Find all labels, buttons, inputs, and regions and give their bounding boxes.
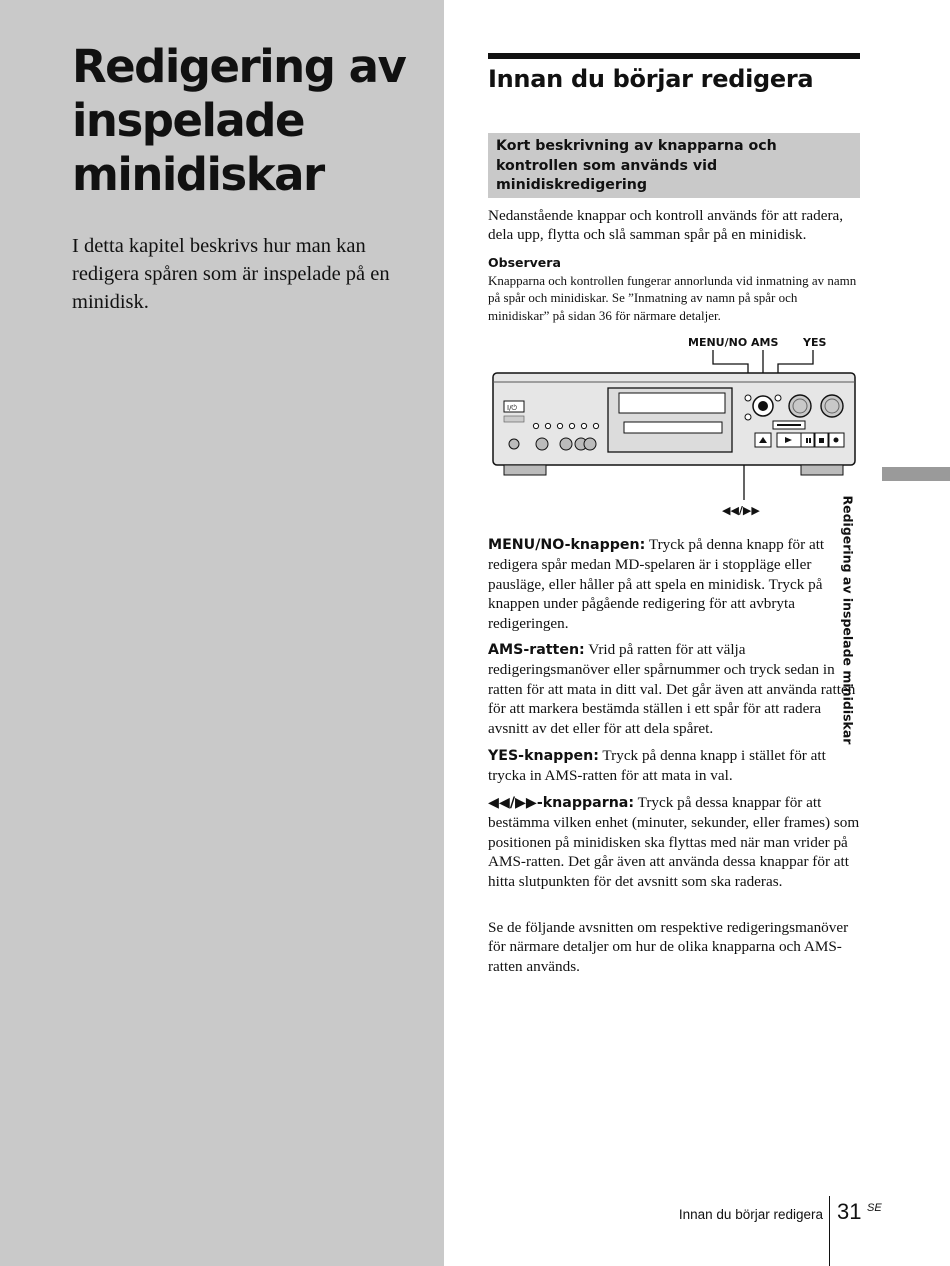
item-term: MENU/NO-knappen: xyxy=(488,537,646,553)
footer-rule xyxy=(829,1196,830,1266)
chapter-intro: I detta kapitel beskrivs hur man kan redigera spåren som är inspelade på en minidisk. xyxy=(72,235,390,313)
item-text: Tryck på dessa knappar för att bestämma vilken enhet (minuter, sekunder, eller frames) som positionen på minidisken ska flyttas med när man vrider på AMS-ratten. Det går även att använda dessa knappar för att hitta slutpunkten för det avsnitt som ska raderas. xyxy=(488,794,860,890)
item-text: Tryck på denna knapp för att redigera spår medan MD-spelaren är i stoppläge eller pausläge, eller håller på att spela en minidisk. Tryck på knappen under pågående redigering för att avbryta redigeringen. xyxy=(488,536,825,632)
section-title: Innan du börjar redigera xyxy=(488,65,814,93)
menu-no-button[interactable] xyxy=(745,395,751,401)
closing-paragraph: Se de följande avsnitten om respektive redigeringsmanöver för närmare detaljer om hur de olika knapparna och AMS-ratten används. xyxy=(488,919,849,975)
small-dot xyxy=(745,414,751,420)
note-label: Observera xyxy=(488,255,561,270)
item-text: Vrid på ratten för att välja redigeringsmanöver eller spårnummer och tryck sedan in ratten för att mata in ditt val. Det går även att använda ratten för att markera bestämda ställen i ett spår för att radera avsnitt av det eller för att dela spåret. xyxy=(488,641,856,737)
phones-jack xyxy=(509,439,519,449)
foot-right xyxy=(801,465,843,475)
item-term: YES-knappen: xyxy=(488,748,599,764)
page-suffix: SE xyxy=(867,1202,882,1214)
md-deck-illustration xyxy=(486,330,866,520)
yes-button[interactable] xyxy=(775,395,781,401)
chapter-title: Redigering av inspelade minidiskar xyxy=(72,40,406,201)
side-tab-marker xyxy=(882,467,950,481)
display-window xyxy=(619,393,725,413)
item-term: AMS-ratten: xyxy=(488,642,585,658)
foot-left xyxy=(504,465,546,475)
disc-slot xyxy=(624,422,722,433)
timer-knob[interactable] xyxy=(789,395,811,417)
rec-level-knob[interactable] xyxy=(821,395,843,417)
footer-section-title: Innan du börjar redigera xyxy=(678,1207,823,1222)
item-yes xyxy=(488,746,860,786)
lead-paragraph: Nedanstående knappar och kontroll används för att radera, dela upp, flytta och slå samman spår på en minidisk. xyxy=(488,207,844,244)
yes-label: YES xyxy=(803,336,827,349)
side-tab-label: Redigering av inspelade minidiskar xyxy=(840,495,856,745)
seek-label: ◀◀/▶▶ xyxy=(722,504,760,517)
power-label: I/⏻ xyxy=(507,404,517,412)
item-term: ◀◀/▶▶-knapparna: xyxy=(488,795,635,811)
level-knobs[interactable] xyxy=(536,438,596,450)
note-text: Knapparna och kontrollen fungerar annorlunda vid inmatning av namn på spår och minidiskar. Se ”Inmatning av namn på spår och minidiskar” på sidan 36 för närmare detaljer. xyxy=(488,273,857,323)
transport-buttons[interactable] xyxy=(755,433,844,447)
item-seek xyxy=(488,793,860,891)
item-menu-no xyxy=(488,535,860,633)
ams-label: AMS xyxy=(751,336,779,349)
menu-no-label: MENU/NO xyxy=(688,336,748,349)
section-rule xyxy=(488,53,860,59)
page-number: 31 xyxy=(837,1199,862,1224)
subheading-box: Kort beskrivning av knapparna och kontrollen som används vid minidiskredigering xyxy=(488,133,860,198)
item-ams xyxy=(488,640,860,738)
phones-label-box xyxy=(504,416,524,422)
item-text: Tryck på denna knapp i stället för att trycka in AMS-ratten för att mata in val. xyxy=(488,747,826,785)
